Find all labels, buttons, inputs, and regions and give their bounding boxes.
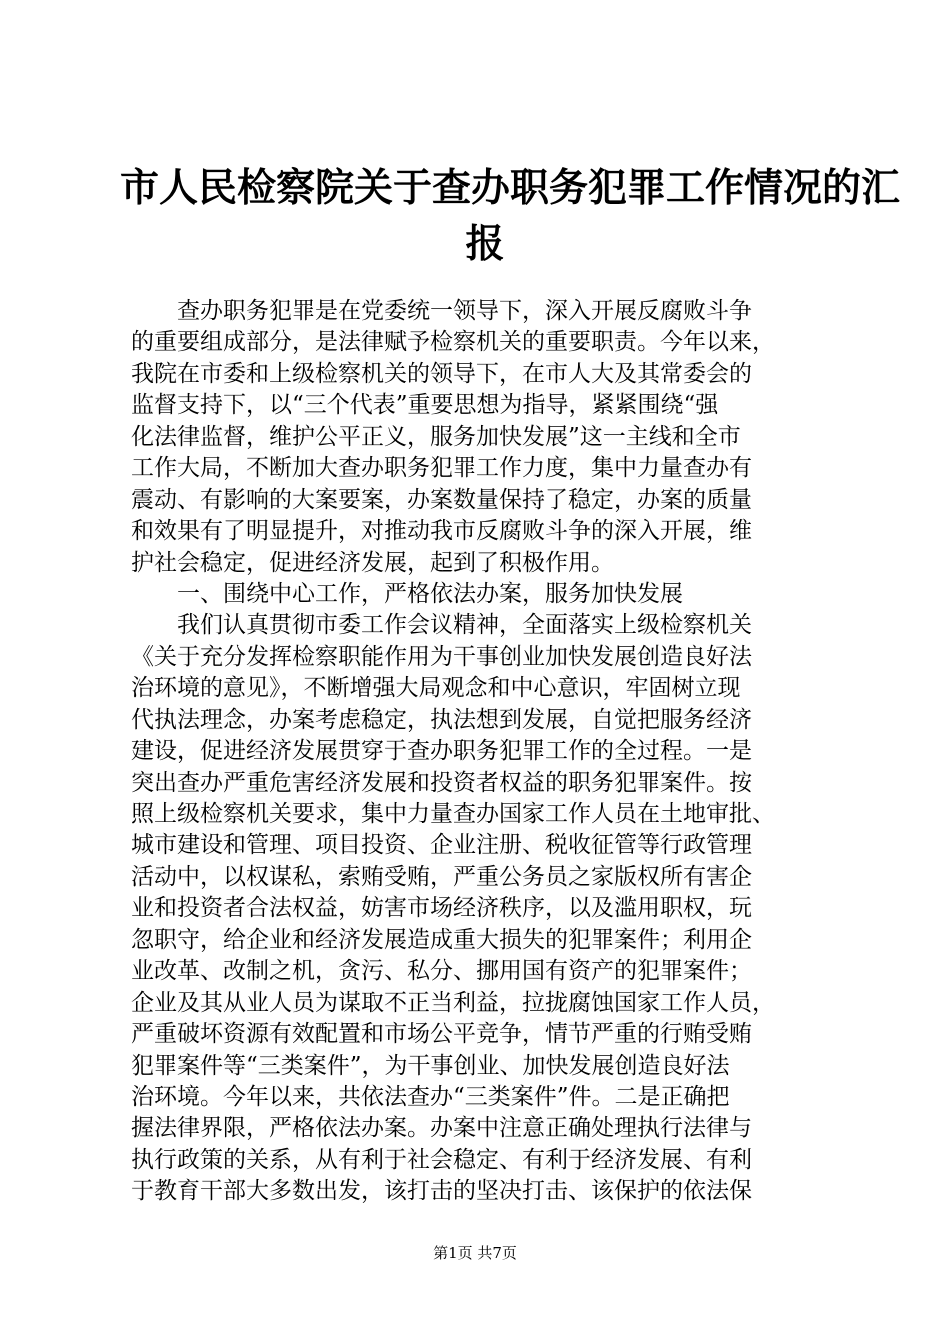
body-text-line: 我们认真贯彻市委工作会议精神，全面落实上级检察机关 xyxy=(131,612,752,639)
body-text-line: 照上级检察机关要求，集中力量查办国家工作人员在土地审批、 xyxy=(131,801,775,827)
body-text-line: 握法律界限，严格依法办案。办案中注意正确处理执行法律与 xyxy=(131,1115,752,1142)
body-text-line: 严重破坏资源有效配置和市场公平竞争，情节严重的行贿受贿 xyxy=(131,1021,752,1048)
body-text-line: 治环境的意见》，不断增强大局观念和中心意识，牢固树立现 xyxy=(131,675,741,702)
body-text-line: 查办职务犯罪是在党委统一领导下，深入开展反腐败斗争 xyxy=(131,298,752,324)
body-text-line: 于教育干部大多数出发，该打击的坚决打击、该保护的依法保 xyxy=(131,1178,752,1205)
body-text-line: 震动、有影响的大案要案，办案数量保持了稳定，办案的质量 xyxy=(131,486,752,513)
document-title-continuation: 报 xyxy=(465,221,505,267)
body-text-line: 一、围绕中心工作，严格依法办案，服务加快发展 xyxy=(131,580,683,607)
body-text-line: 护社会稳定，促进经济发展，起到了积极作用。 xyxy=(131,549,614,576)
body-text-line: 的重要组成部分，是法律赋予检察机关的重要职责。今年以来， xyxy=(131,329,775,356)
body-text-line: 忽职守，给企业和经济发展造成重大损失的犯罪案件；利用企 xyxy=(131,926,752,953)
body-text-line: 企业及其从业人员为谋取不正当利益，拉拢腐蚀国家工作人员， xyxy=(131,989,775,1016)
body-text-line: 化法律监督，维护公平正义，服务加快发展”这一主线和全市 xyxy=(131,423,741,450)
body-text-line: 业和投资者合法权益，妨害市场经济秩序，以及滥用职权，玩 xyxy=(131,895,752,922)
body-text-line: 活动中，以权谋私，索贿受贿，严重公务员之家版权所有害企 xyxy=(131,863,752,890)
body-text-line: 我院在市委和上级检察机关的领导下，在市人大及其常委会的 xyxy=(131,360,752,387)
body-text-line: 突出查办严重危害经济发展和投资者权益的职务犯罪案件。按 xyxy=(131,769,752,796)
body-text-line: 和效果有了明显提升，对推动我市反腐败斗争的深入开展，维 xyxy=(131,518,752,545)
body-text-line: 监督支持下，以“三个代表”重要思想为指导，紧紧围绕“强 xyxy=(131,392,719,419)
body-text-line: 工作大局，不断加大查办职务犯罪工作力度，集中力量查办有 xyxy=(131,455,752,482)
page-footer: 第1页 共7页 xyxy=(433,1244,517,1262)
body-text-line: 代执法理念，办案考虑稳定，执法想到发展，自觉把服务经济 xyxy=(131,706,752,733)
body-text-line: 《关于充分发挥检察职能作用为干事创业加快发展创造良好法 xyxy=(131,643,752,670)
body-text-line: 建设，促进经济发展贯穿于查办职务犯罪工作的全过程。一是 xyxy=(131,738,752,765)
body-text-line: 业改革、改制之机，贪污、私分、挪用国有资产的犯罪案件； xyxy=(131,958,752,985)
body-text-line: 犯罪案件等“三类案件”，为干事创业、加快发展创造良好法 xyxy=(131,1052,730,1079)
body-text-line: 治环境。今年以来，共依法查办“三类案件”件。二是正确把 xyxy=(131,1083,730,1110)
body-text-line: 城市建设和管理、项目投资、企业注册、税收征管等行政管理 xyxy=(131,832,752,859)
document-title: 市人民检察院关于查办职务犯罪工作情况的汇 xyxy=(120,165,901,211)
document-body xyxy=(131,296,831,1208)
body-text-line: 执行政策的关系，从有利于社会稳定、有利于经济发展、有利 xyxy=(131,1146,752,1173)
